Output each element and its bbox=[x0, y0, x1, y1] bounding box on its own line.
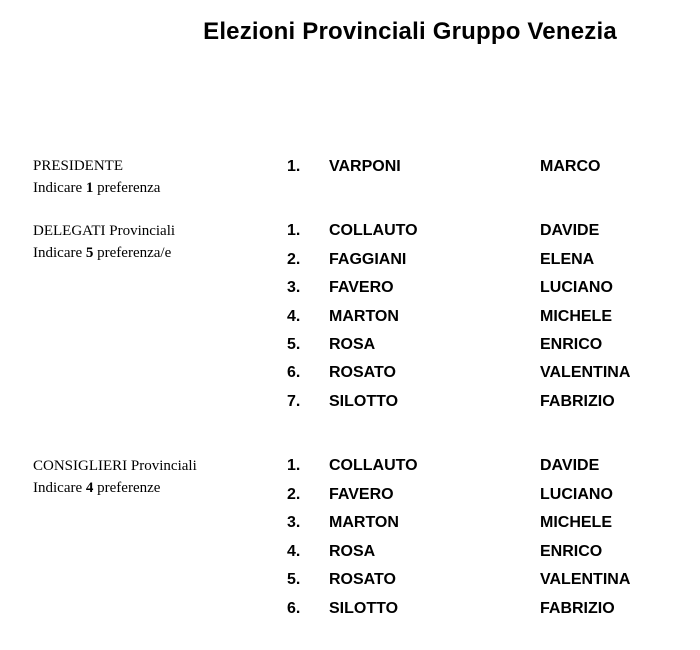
candidate-surname: FAVERO bbox=[329, 279, 394, 296]
candidate-row bbox=[0, 512, 700, 534]
candidate-number: 4. bbox=[287, 308, 301, 325]
page-title: Elezioni Provinciali Gruppo Venezia bbox=[203, 18, 617, 45]
candidate-row bbox=[0, 391, 700, 413]
candidate-surname: MARTON bbox=[329, 514, 399, 531]
candidate-surname: ROSA bbox=[329, 336, 376, 353]
candidate-firstname: MICHELE bbox=[540, 514, 612, 531]
candidate-row bbox=[0, 220, 700, 242]
instruction-prefix: Indicare bbox=[33, 480, 83, 496]
instruction-suffix: preferenza/e bbox=[97, 245, 172, 261]
candidate-number: 3. bbox=[287, 279, 301, 296]
candidate-number: 5. bbox=[287, 571, 301, 588]
candidate-firstname: MARCO bbox=[540, 158, 601, 175]
candidate-row bbox=[0, 156, 700, 178]
candidate-surname: SILOTTO bbox=[329, 600, 399, 617]
section-name: PRESIDENTE bbox=[33, 158, 123, 174]
candidate-number: 1. bbox=[287, 158, 301, 175]
instruction-prefix: Indicare bbox=[33, 245, 83, 261]
candidate-firstname: ELENA bbox=[540, 251, 595, 268]
instruction-prefix: Indicare bbox=[33, 180, 83, 196]
candidate-surname: COLLAUTO bbox=[329, 222, 418, 239]
candidate-number: 7. bbox=[287, 393, 301, 410]
candidate-number: 6. bbox=[287, 364, 301, 381]
candidate-surname: ROSA bbox=[329, 543, 376, 560]
candidate-surname: ROSATO bbox=[329, 571, 396, 588]
candidate-number: 6. bbox=[287, 600, 301, 617]
candidate-surname: ROSATO bbox=[329, 364, 396, 381]
candidate-firstname: VALENTINA bbox=[540, 571, 631, 588]
section-name: DELEGATI Provinciali bbox=[33, 223, 176, 239]
candidate-row bbox=[0, 306, 700, 328]
instruction-suffix: preferenze bbox=[97, 480, 161, 496]
candidate-firstname: LUCIANO bbox=[540, 279, 613, 296]
candidate-number: 2. bbox=[287, 251, 301, 268]
candidate-firstname: VALENTINA bbox=[540, 364, 631, 381]
candidate-surname: MARTON bbox=[329, 308, 399, 325]
candidate-surname: COLLAUTO bbox=[329, 457, 418, 474]
candidate-firstname: ENRICO bbox=[540, 336, 603, 353]
candidate-number: 4. bbox=[287, 543, 301, 560]
candidate-surname: FAGGIANI bbox=[329, 251, 407, 268]
candidate-number: 3. bbox=[287, 514, 301, 531]
candidate-firstname: FABRIZIO bbox=[540, 393, 615, 410]
candidate-row bbox=[0, 541, 700, 563]
candidate-firstname: DAVIDE bbox=[540, 222, 600, 239]
candidate-firstname: LUCIANO bbox=[540, 486, 613, 503]
preference-count: 4 bbox=[85, 480, 94, 496]
candidate-row bbox=[0, 455, 700, 477]
candidate-firstname: ENRICO bbox=[540, 543, 603, 560]
candidate-surname: FAVERO bbox=[329, 486, 394, 503]
candidate-row bbox=[0, 362, 700, 384]
section-name: CONSIGLIERI Provinciali bbox=[33, 458, 197, 474]
section-instruction bbox=[33, 177, 160, 199]
candidate-number: 1. bbox=[287, 457, 301, 474]
candidate-firstname: FABRIZIO bbox=[540, 600, 615, 617]
candidate-surname: SILOTTO bbox=[329, 393, 399, 410]
preference-count: 1 bbox=[85, 180, 94, 196]
candidate-number: 5. bbox=[287, 336, 301, 353]
preference-count: 5 bbox=[85, 245, 94, 261]
candidate-firstname: MICHELE bbox=[540, 308, 612, 325]
candidate-row bbox=[0, 334, 700, 356]
candidate-surname: VARPONI bbox=[329, 158, 401, 175]
candidate-number: 1. bbox=[287, 222, 301, 239]
candidate-row bbox=[0, 569, 700, 591]
candidate-number: 2. bbox=[287, 486, 301, 503]
candidate-row bbox=[0, 598, 700, 620]
candidate-row bbox=[0, 277, 700, 299]
candidate-firstname: DAVIDE bbox=[540, 457, 600, 474]
instruction-suffix: preferenza bbox=[97, 180, 161, 196]
candidate-row bbox=[0, 249, 700, 271]
candidate-row bbox=[0, 484, 700, 506]
